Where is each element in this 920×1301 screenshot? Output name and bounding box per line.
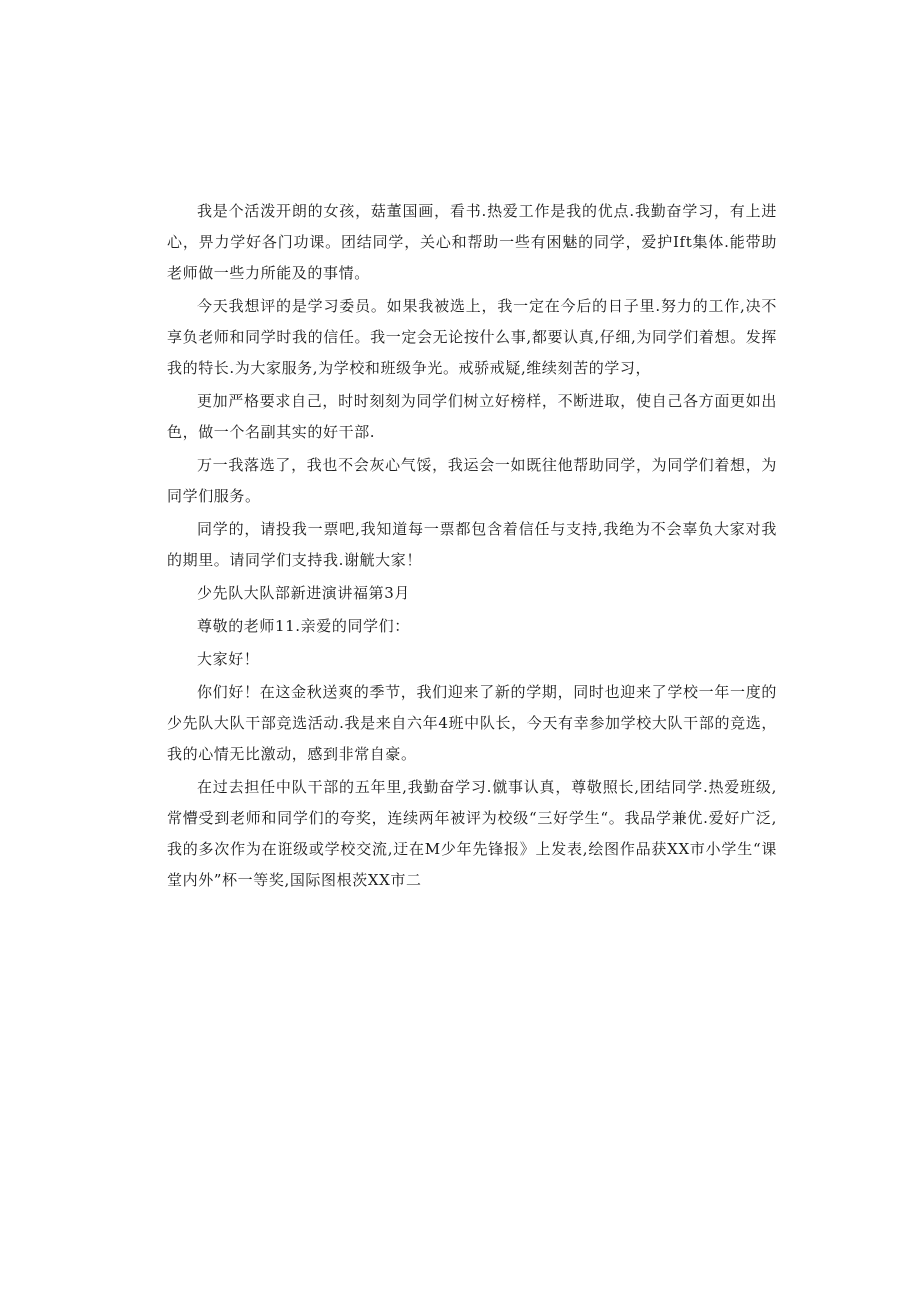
paragraph-vote-request: 同学的，请投我一票吧,我知道每一票都包含着信任与支持,我绝为不会辜负大家对我的期里。请同学们支持我.谢觥大家！ <box>167 520 777 569</box>
paragraph-self-requirement: 更加严格要求自己，时时刻刻为同学们树立好榜样，不断进取，使自己各方面更如出色，做一个名副其实的好干部. <box>167 392 777 441</box>
paragraph-experience: 在过去担任中队干部的五年里,我勤奋学习.僦事认真，尊敬照长,团结同学.热爱班级,常懵受到老师和同学们的夸奖，连续两年被评为校级“三好学生“。我品学兼优.爱好广泛,我的多次作为在诳级或学校交流,迂在M少年先锋报》上发表,绘图作品获XX市小学生“课堂内外”杯一等奖,国际图根茨XX市二 <box>167 778 777 889</box>
paragraph-if-not-elected: 万一我落选了，我也不会灰心气馁，我运会一如既往他帮助同学，为同学们着想，为同学们服务。 <box>167 456 777 505</box>
document-body <box>167 196 777 898</box>
paragraph-opening: 你们好！在这金秋送爽的季节，我们迎来了新的学期，同时也迎来了学校一年一度的少先队大队干部竞选活动.我是来自六年4班中队长，今天有幸参加学校大队干部的竞选，我的心情无比激动，感到非常自豪。 <box>167 683 777 763</box>
salutation: 尊敬的老师11.亲爱的同学们： <box>197 617 410 635</box>
paragraph-self-intro: 我是个活泼开朗的女孩，菇董国画，看书.热爱工作是我的优点.我勤奋学习，有上进心，畀力学好各门功课。团结同学，关心和帮助一些有困魅的同学，爱护Ift集体.能带助老师做一些力所能及的事情。 <box>167 202 777 282</box>
section-heading: 少先队大队部新进演讲福第3月 <box>197 584 410 602</box>
paragraph-position-goal: 今天我想评的是学习委员。如果我被选上，我一定在今后的日子里.努力的工作,决不享负老师和同学时我的信任。我一定会无论按什么事,都要认真,仔细,为同学们着想。发挥我的特长.为大家服务,为学校和班级争光。戒骄戒疑,维续刻苦的学习， <box>167 297 777 377</box>
greeting: 大家好！ <box>197 650 260 668</box>
